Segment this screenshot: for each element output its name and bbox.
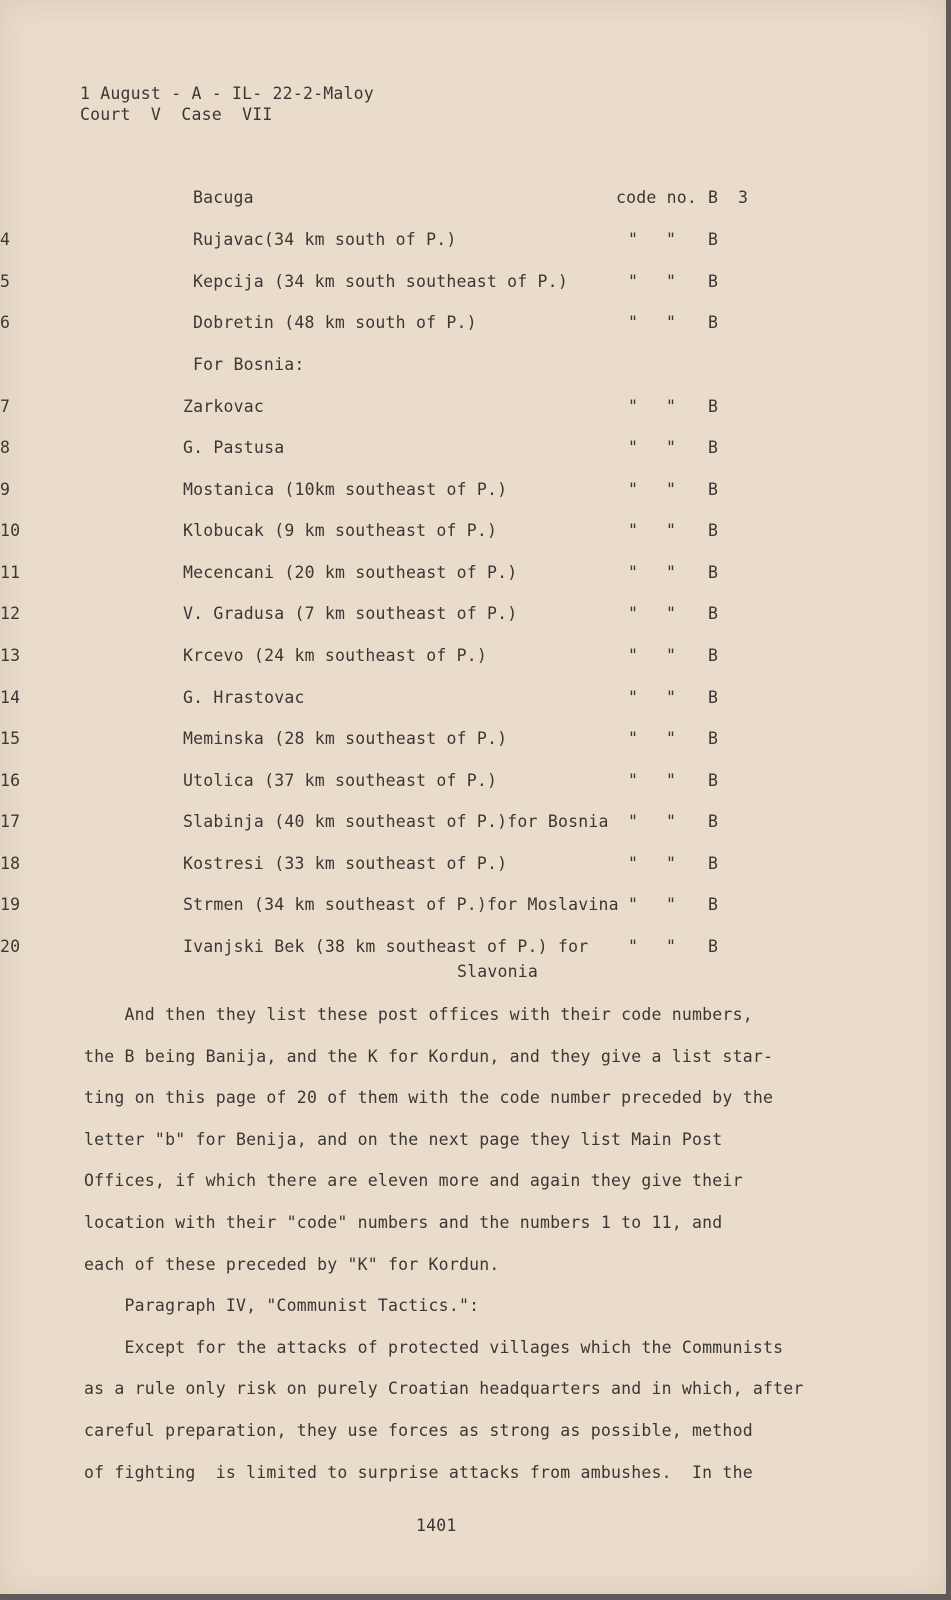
entry-q2: " bbox=[666, 563, 677, 582]
paragraph-line: each of these preceded by "K" for Kordun. bbox=[84, 1255, 500, 1274]
entry-number: 4 bbox=[0, 230, 11, 249]
entry-q1: " bbox=[628, 480, 639, 499]
list-item bbox=[0, 272, 800, 294]
entry-number: 5 bbox=[0, 272, 11, 291]
list-item bbox=[0, 355, 800, 377]
entry-q2: " bbox=[666, 646, 677, 665]
entry-number: 9 bbox=[0, 480, 11, 499]
entry-q2: " bbox=[666, 438, 677, 457]
entry-name: Klobucak (9 km southeast of P.) bbox=[183, 521, 498, 540]
entry-name: Dobretin (48 km south of P.) bbox=[193, 313, 477, 332]
entry-q1: " bbox=[628, 563, 639, 582]
entry-name: Strmen (34 km southeast of P.)for Moslavina bbox=[183, 895, 619, 914]
entry-letter: B bbox=[708, 563, 719, 582]
entry-q2: " bbox=[666, 854, 677, 873]
code-column-label: code no. bbox=[616, 188, 698, 207]
entry-name: Ivanjski Bek (38 km southeast of P.) for bbox=[183, 937, 589, 956]
list-item bbox=[0, 604, 800, 626]
scan-edge-right bbox=[946, 0, 951, 1600]
entry-letter: B bbox=[708, 895, 719, 914]
entry-number: 20 bbox=[0, 937, 21, 956]
entry-number: 6 bbox=[0, 313, 11, 332]
entry-letter: B bbox=[708, 521, 719, 540]
list-item bbox=[0, 480, 800, 502]
entry-name: Kepcija (34 km south southeast of P.) bbox=[193, 272, 568, 291]
entry-q2: " bbox=[666, 937, 677, 956]
entry-letter-first: B bbox=[708, 188, 719, 207]
entry-q1: " bbox=[628, 729, 639, 748]
entry-number: 8 bbox=[0, 438, 11, 457]
entry-number: 13 bbox=[0, 646, 21, 665]
entry-letter: B bbox=[708, 604, 719, 623]
entry-q1: " bbox=[628, 688, 639, 707]
entry-q2: " bbox=[666, 272, 677, 291]
list-item bbox=[0, 937, 800, 959]
entry-letter: B bbox=[708, 480, 719, 499]
header-line-2: Court V Case VII bbox=[80, 105, 273, 124]
entry-name: Krcevo (24 km southeast of P.) bbox=[183, 646, 488, 665]
list-item bbox=[0, 521, 800, 543]
list-item bbox=[0, 230, 800, 252]
entry-letter: B bbox=[708, 812, 719, 831]
entry-q1: " bbox=[628, 604, 639, 623]
entry-number-first: 3 bbox=[738, 188, 749, 207]
entry-number: 11 bbox=[0, 563, 21, 582]
entry-name: G. Hrastovac bbox=[183, 688, 305, 707]
paragraph-line: ting on this page of 20 of them with the code number preceded by the bbox=[84, 1088, 774, 1107]
page-number: 1401 bbox=[416, 1516, 457, 1535]
paragraph-line: careful preparation, they use forces as strong as possible, method bbox=[84, 1421, 753, 1440]
entry-number: 14 bbox=[0, 688, 21, 707]
entry-name-first: Bacuga bbox=[193, 188, 254, 207]
list-item bbox=[0, 895, 800, 917]
entry-q1: " bbox=[628, 521, 639, 540]
entry-number: 18 bbox=[0, 854, 21, 873]
entry-name: V. Gradusa (7 km southeast of P.) bbox=[183, 604, 518, 623]
entry-name: Slabinja (40 km southeast of P.)for Bosnia bbox=[183, 812, 609, 831]
entry-number: 15 bbox=[0, 729, 21, 748]
entry-subnote: Slavonia bbox=[457, 962, 539, 981]
entry-q1: " bbox=[628, 854, 639, 873]
list-item bbox=[0, 771, 800, 793]
entry-letter: B bbox=[708, 438, 719, 457]
entry-letter: B bbox=[708, 854, 719, 873]
entry-q1: " bbox=[628, 272, 639, 291]
entry-q2: " bbox=[666, 895, 677, 914]
paragraph-line: Except for the attacks of protected villages which the Communists bbox=[84, 1338, 784, 1357]
entry-name: Mecencani (20 km southeast of P.) bbox=[183, 563, 518, 582]
entry-name: For Bosnia: bbox=[193, 355, 305, 374]
paragraph-line: location with their "code" numbers and the numbers 1 to 11, and bbox=[84, 1213, 723, 1232]
entry-q2: " bbox=[666, 397, 677, 416]
entry-name: Rujavac(34 km south of P.) bbox=[193, 230, 457, 249]
entry-letter: B bbox=[708, 646, 719, 665]
entry-q1: " bbox=[628, 937, 639, 956]
entry-q2: " bbox=[666, 729, 677, 748]
entry-number: 10 bbox=[0, 521, 21, 540]
entry-name: Kostresi (33 km southeast of P.) bbox=[183, 854, 508, 873]
list-item bbox=[0, 646, 800, 668]
list-item bbox=[0, 812, 800, 834]
entry-number: 17 bbox=[0, 812, 21, 831]
paragraph-line: Paragraph IV, "Communist Tactics.": bbox=[84, 1296, 480, 1315]
entry-name: Utolica (37 km southeast of P.) bbox=[183, 771, 498, 790]
entry-q1: " bbox=[628, 230, 639, 249]
entry-q1: " bbox=[628, 771, 639, 790]
entry-q1: " bbox=[628, 646, 639, 665]
entry-letter: B bbox=[708, 230, 719, 249]
entry-q2: " bbox=[666, 313, 677, 332]
list-item bbox=[0, 563, 800, 585]
scan-edge-bottom bbox=[0, 1594, 951, 1600]
entry-q2: " bbox=[666, 771, 677, 790]
entry-number: 19 bbox=[0, 895, 21, 914]
entry-number: 7 bbox=[0, 397, 11, 416]
list-item bbox=[0, 397, 800, 419]
entry-name: Mostanica (10km southeast of P.) bbox=[183, 480, 508, 499]
entry-letter: B bbox=[708, 729, 719, 748]
entry-number: 12 bbox=[0, 604, 21, 623]
entry-q2: " bbox=[666, 604, 677, 623]
entry-q1: " bbox=[628, 438, 639, 457]
entry-q1: " bbox=[628, 895, 639, 914]
paragraph-line: And then they list these post offices with their code numbers, bbox=[84, 1005, 753, 1024]
entry-letter: B bbox=[708, 397, 719, 416]
entry-name: Zarkovac bbox=[183, 397, 265, 416]
entry-name: Meminska (28 km southeast of P.) bbox=[183, 729, 508, 748]
list-item bbox=[0, 313, 800, 335]
list-item bbox=[0, 438, 800, 460]
entry-q2: " bbox=[666, 480, 677, 499]
entry-number: 16 bbox=[0, 771, 21, 790]
entry-q1: " bbox=[628, 397, 639, 416]
entry-letter: B bbox=[708, 688, 719, 707]
entry-q1: " bbox=[628, 313, 639, 332]
paragraph-line: as a rule only risk on purely Croatian headquarters and in which, after bbox=[84, 1379, 804, 1398]
entry-letter: B bbox=[708, 272, 719, 291]
header-line-1: 1 August - A - IL- 22-2-Maloy bbox=[80, 84, 374, 103]
paragraph-line: letter "b" for Benija, and on the next page they list Main Post bbox=[84, 1130, 723, 1149]
paragraph-line: of fighting is limited to surprise attacks from ambushes. In the bbox=[84, 1463, 753, 1482]
entry-letter: B bbox=[708, 771, 719, 790]
list-item bbox=[0, 729, 800, 751]
entry-q1: " bbox=[628, 812, 639, 831]
paragraph-line: the B being Banija, and the K for Kordun, and they give a list star- bbox=[84, 1047, 774, 1066]
entry-q2: " bbox=[666, 688, 677, 707]
paragraph-line: Offices, if which there are eleven more and again they give their bbox=[84, 1171, 743, 1190]
entry-name: G. Pastusa bbox=[183, 438, 285, 457]
entry-q2: " bbox=[666, 230, 677, 249]
list-item bbox=[0, 688, 800, 710]
list-item bbox=[0, 854, 800, 876]
entry-q2: " bbox=[666, 521, 677, 540]
entry-letter: B bbox=[708, 313, 719, 332]
entry-letter: B bbox=[708, 937, 719, 956]
entry-q2: " bbox=[666, 812, 677, 831]
